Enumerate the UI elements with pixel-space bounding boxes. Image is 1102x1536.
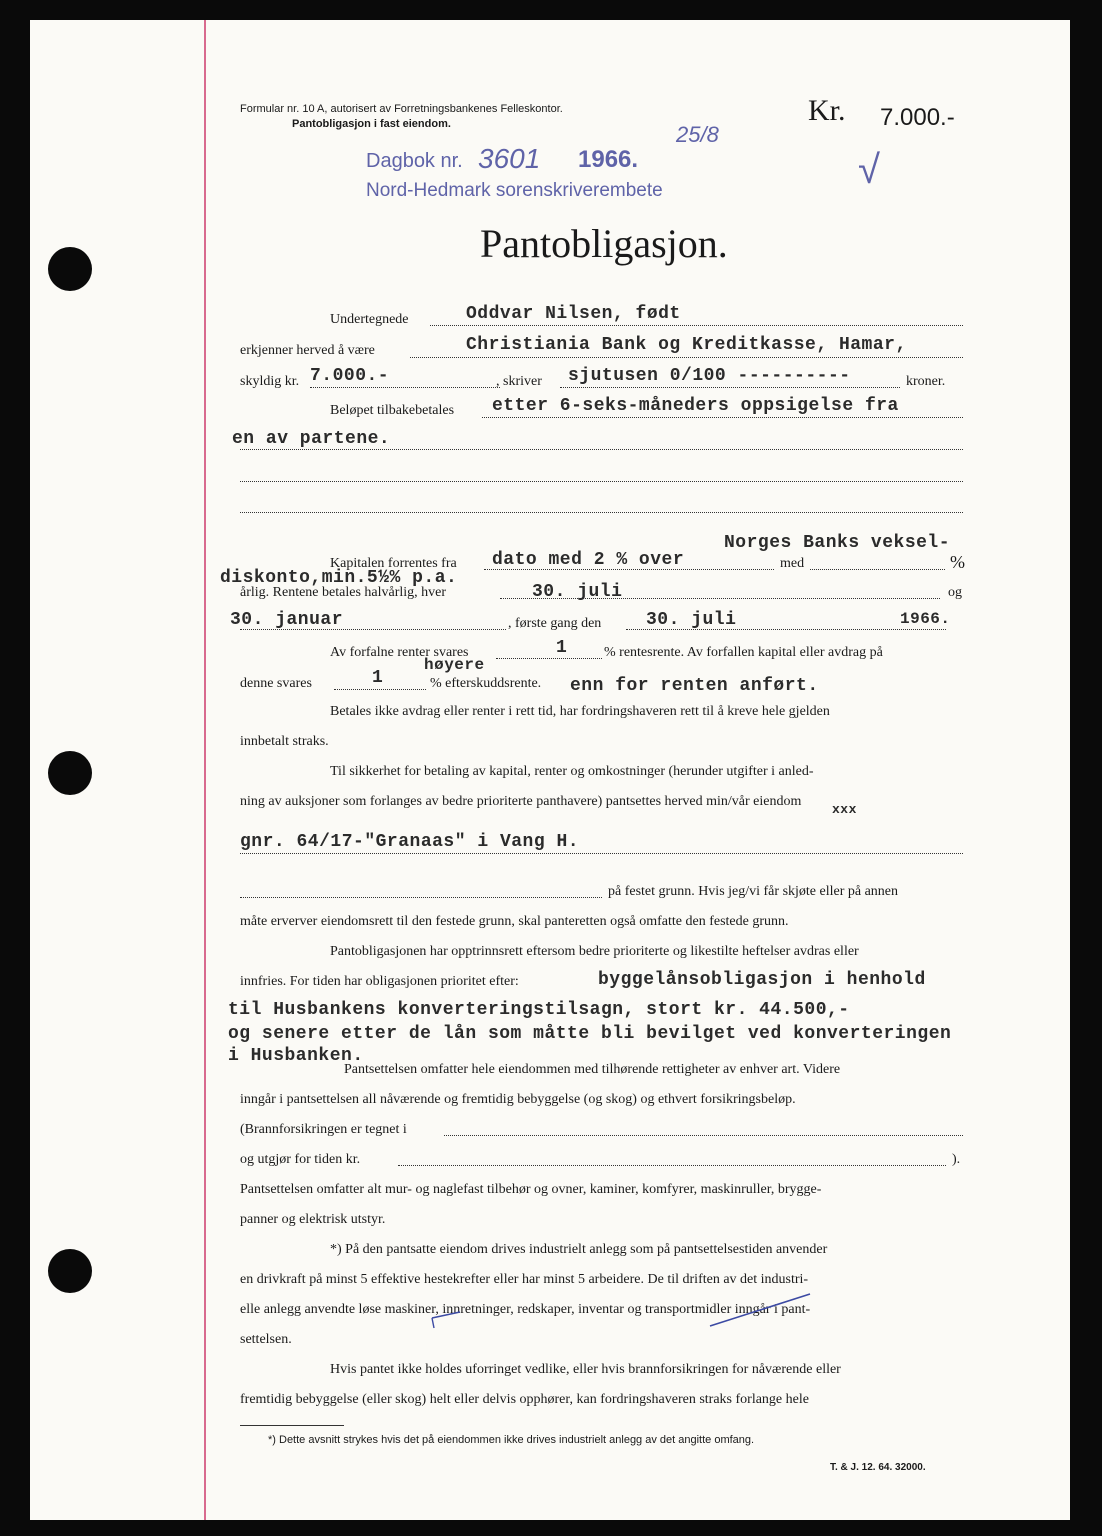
footnote: *) Dette avsnitt strykes hvis det på eiendommen ikke drives industrielt anlegg av det angitte omfang.: [268, 1434, 755, 1446]
forfalne-value: 1: [556, 638, 568, 658]
page-title: Pantobligasjon.: [480, 221, 728, 266]
industri-text: *) På den pantsatte eiendom drives industrielt anlegg som på pantsettelsestiden anvender: [330, 1242, 828, 1257]
efterskudd-label: % efterskuddsrente.: [430, 676, 542, 691]
festet-text: måte erverver eiendomsrett til den festede grunn, skal panteretten også omfatte den festede grunn.: [240, 914, 789, 929]
vedlike-text: fremtidig bebyggelse (eller skog) helt eller delvis opphører, kan fordringshaveren straks forlange hele: [240, 1392, 809, 1407]
prioritet-value: og senere etter de lån som måtte bli bevilget ved konverteringen: [228, 1024, 952, 1044]
skriver-label: , skriver: [496, 374, 542, 389]
percent-sign: %: [950, 552, 965, 572]
kapitalen-value: dato med 2 % over: [492, 550, 685, 570]
punch-hole: [48, 1249, 92, 1293]
dagbok-label: Dagbok nr.: [366, 150, 463, 172]
og-label: og: [948, 585, 962, 600]
vedlike-text: Hvis pantet ikke holdes uforringet vedlike, eller hvis brannforsikringen for nåværende eller: [330, 1362, 841, 1377]
undertegnede-value: Oddvar Nilsen, født: [466, 304, 681, 324]
prioritet-value: i Husbanken.: [228, 1046, 364, 1066]
fill-line: [496, 658, 602, 659]
dagbok-year: 1966.: [578, 146, 639, 173]
pantsettelsen-text: inngår i pantsettelsen all nåværende og fremtidig bebyggelse (og skog) og ethvert forsikringsbeløp.: [240, 1092, 796, 1107]
betales-text: innbetalt straks.: [240, 734, 329, 749]
januar-value: 30. januar: [230, 610, 344, 630]
enn-value: enn for renten anført.: [570, 676, 819, 696]
punch-hole: [48, 247, 92, 291]
arlig-label: årlig. Rentene betales halvårlig, hver: [240, 585, 447, 600]
fill-line: [410, 357, 963, 358]
pantsettelsen-text: Pantsettelsen omfatter hele eiendommen med tilhørende rettigheter av enhver art. Videre: [344, 1062, 841, 1077]
fill-line: [240, 897, 602, 898]
belopet-label: Beløpet tilbakebetales: [330, 403, 455, 418]
utgjor-label: og utgjør for tiden kr.: [240, 1152, 361, 1167]
tilbehor-text: panner og elektrisk utstyr.: [240, 1212, 386, 1227]
pen-strike-mark: [420, 1280, 870, 1340]
punch-hole: [48, 751, 92, 795]
fill-line: [560, 387, 900, 388]
denne-value: 1: [372, 668, 384, 688]
sikkerhet-text: Til sikkerhet for betaling av kapital, renter og omkostninger (herunder utgifter i anled-: [330, 764, 814, 779]
fill-line: [482, 417, 963, 418]
forste-value: 30. juli: [646, 610, 737, 630]
denne-label: denne svares: [240, 676, 312, 691]
formular-line: Formular nr. 10 A, autorisert av Forretningsbankenes Felleskontor.: [240, 103, 563, 115]
xxx-mark: xxx: [832, 802, 857, 817]
fill-line: [444, 1135, 963, 1136]
brann-label: (Brannforsikringen er tegnet i: [240, 1122, 407, 1137]
skyldig-label: skyldig kr.: [240, 374, 300, 389]
prioritet-value: til Husbankens konverteringstilsagn, stort kr. 44.500,-: [228, 1000, 850, 1020]
belopet-value: en av partene.: [232, 429, 391, 449]
prioritet-text: Pantobligasjonen har opptrinnsrett eftersom bedre prioriterte og likestilte heftelser avdras eller: [330, 944, 859, 959]
norges-value: Norges Banks veksel-: [724, 533, 951, 553]
fill-line: [430, 325, 963, 326]
skriver-value: sjutusen 0/100 ----------: [568, 366, 851, 386]
check-mark-icon: √: [858, 148, 880, 192]
erkjenner-label: erkjenner herved å være: [240, 343, 375, 358]
prioritet-text: innfries. For tiden har obligasjonen prioritet efter:: [240, 974, 519, 989]
subtitle: Pantobligasjon i fast eiendom.: [292, 118, 451, 130]
tilbehor-text: Pantsettelsen omfatter alt mur- og naglefast tilbehør og ovner, kaminer, komfyrer, maskinruller, brygge-: [240, 1182, 822, 1197]
fill-line: [334, 689, 426, 690]
industri-text: settelsen.: [240, 1332, 292, 1347]
fill-line: [240, 481, 963, 482]
fill-line: [810, 569, 945, 570]
printer-mark: T. & J. 12. 64. 32000.: [830, 1462, 926, 1473]
dagbok-number: 3601: [478, 143, 541, 174]
fill-line: [310, 387, 500, 388]
prioritet-value: byggelånsobligasjon i henhold: [598, 970, 926, 990]
year-value: 1966.: [900, 610, 951, 628]
arlig-value: 30. juli: [532, 582, 623, 602]
office-stamp: Nord-Hedmark sorenskriverembete: [366, 180, 663, 201]
forste-label: , første gang den: [508, 616, 602, 631]
hoyere-value: høyere: [424, 656, 485, 674]
fill-line: [240, 512, 963, 513]
industri-text: elle anlegg anvendte løse maskiner, innretninger, redskaper, inventar og transportmidler inngår i pant-: [240, 1302, 811, 1317]
kapitalen-label: Kapitalen forrentes fra: [330, 556, 457, 571]
amount-label: Kr.: [808, 94, 846, 127]
betales-text: Betales ikke avdrag eller renter i rett tid, har fordringshaveren rett til å kreve hele gjelden: [330, 704, 830, 719]
skyldig-value: 7.000.-: [310, 366, 390, 386]
industri-text: en drivkraft på minst 5 effektive hestekrefter eller har minst 5 arbeidere. De til driften av det industri-: [240, 1272, 809, 1287]
kroner-label: kroner.: [906, 374, 946, 389]
fill-line: [240, 853, 963, 854]
forfalne-label: Av forfalne renter svares: [330, 645, 469, 660]
fill-line: [240, 449, 963, 450]
diskonto-value: diskonto,min.5½% p.a.: [220, 568, 458, 588]
fill-line: [398, 1165, 946, 1166]
sikkerhet-text: ning av auksjoner som forlanges av bedre prioriterte panthavere) pantsettes herved min/vår eiendom: [240, 794, 802, 809]
amount-value: 7.000.-: [880, 104, 955, 131]
utgjor-end: ).: [952, 1152, 961, 1167]
festet-text: på festet grunn. Hvis jeg/vi får skjøte eller på annen: [608, 884, 899, 899]
footnote-rule: [240, 1425, 344, 1426]
erkjenner-value: Christiania Bank og Kreditkasse, Hamar,: [466, 335, 907, 355]
rentesrente-label: % rentesrente. Av forfallen kapital eller avdrag på: [604, 645, 883, 660]
med-label: med: [780, 556, 805, 571]
margin-rule: [204, 20, 206, 1520]
date-note: 25/8: [676, 122, 719, 147]
undertegnede-label: Undertegnede: [330, 312, 409, 327]
gnr-value: gnr. 64/17-"Granaas" i Vang H.: [240, 832, 580, 852]
belopet-value: etter 6-seks-måneders oppsigelse fra: [492, 396, 899, 416]
